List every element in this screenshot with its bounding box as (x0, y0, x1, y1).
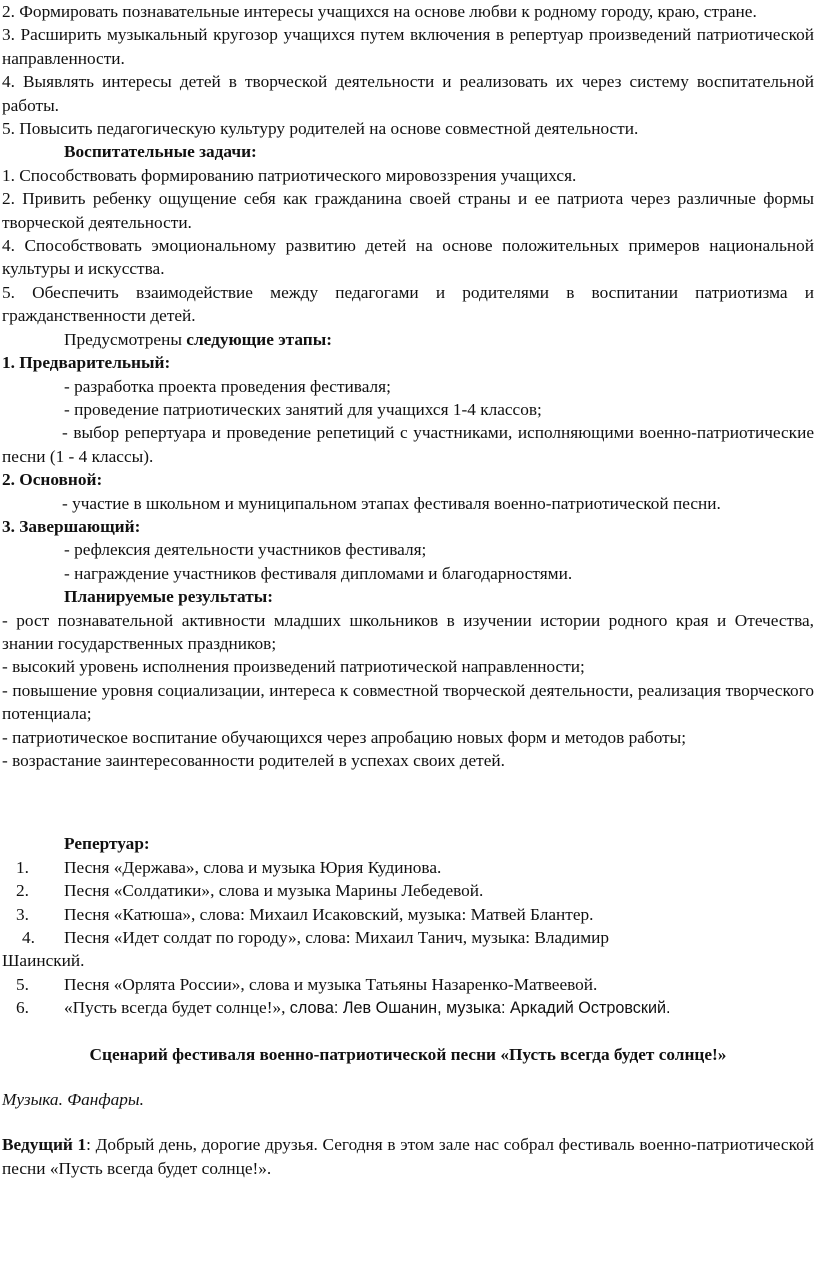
repertoire-item-5 (2, 973, 814, 996)
repertoire-item-2 (2, 879, 814, 902)
goal-4: 4. Выявлять интересы детей в творческой деятельности и реализовать их через систему воспитательной работы. (2, 72, 814, 115)
result-item: - рост познавательной активности младших школьников в изучении истории родного края и Отечества, знании государственных праздников; (2, 610, 814, 653)
goal-3: 3. Расширить музыкальный кругозор учащихся путем включения в репертуар произведений патриотической направленности. (2, 25, 814, 68)
result-item: - возрастание заинтересованности родителей в успехах своих детей. (2, 751, 505, 770)
goal-2: 2. Формировать познавательные интересы учащихся на основе любви к родному городу, краю, стране. (2, 2, 757, 21)
host-label: Ведущий 1 (2, 1135, 87, 1155)
stage-3-item: - награждение участников фестиваля дипломами и благодарностями. (64, 563, 573, 583)
repertoire-text: Песня «Катюша», слова: Михаил Исаковский, музыка: Матвей Блантер. (64, 904, 594, 924)
repertoire-text-cont: Шаинский. (2, 951, 85, 971)
stage-1-item: - проведение патриотических занятий для учащихся 1-4 классов; (64, 399, 542, 419)
repertoire-item-4 (2, 926, 814, 973)
stage-3-title: 3. Завершающий: (2, 516, 141, 536)
repertoire-text-authors: слова: Лев Ошанин, музыка: Аркадий Островский. (289, 999, 671, 1018)
edu-tasks-heading: Воспитательные задачи: (64, 142, 257, 162)
repertoire-number: 5. (16, 974, 29, 994)
stage-2-item: - участие в школьном и муниципальном этапах фестиваля военно-патриотической песни. (62, 493, 721, 513)
spacer (2, 772, 814, 832)
host-line (2, 1133, 814, 1180)
results-heading: Планируемые результаты: (64, 587, 273, 607)
spacer (2, 1021, 814, 1043)
goal-5: 5. Повысить педагогическую культуру родителей на основе совместной деятельности. (2, 119, 639, 139)
stage-1-title: 1. Предварительный: (2, 353, 171, 373)
music-note: Музыка. Фанфары. (2, 1090, 144, 1110)
stage-3-item: - рефлексия деятельности участников фестиваля; (64, 540, 427, 560)
repertoire-text: «Пусть всегда будет солнце!», (64, 998, 290, 1018)
repertoire-text: Песня «Солдатики», слова и музыка Марины Лебедевой. (64, 881, 484, 901)
repertoire-number: 2. (16, 881, 29, 901)
stages-intro-bold: следующие этапы: (186, 329, 332, 349)
repertoire-number: 3. (16, 904, 29, 924)
repertoire-heading: Репертуар: (64, 834, 150, 854)
repertoire-item-1 (2, 856, 814, 879)
stages-intro-text: Предусмотрены (64, 329, 187, 349)
host-text: : Добрый день, дорогие друзья. Сегодня в этом зале нас собрал фестиваль военно-патриотической песни «Пусть всегда будет солнце!». (2, 1135, 814, 1178)
spacer (2, 1066, 814, 1088)
repertoire-text: Песня «Держава», слова и музыка Юрия Кудинова. (64, 857, 442, 877)
result-item: - повышение уровня социализации, интереса к совместной творческой деятельности, реализация творческого потенциала; (2, 680, 814, 724)
stage-1-item: - разработка проекта проведения фестиваля; (64, 376, 391, 396)
scenario-title: Сценарий фестиваля военно-патриотической песни «Пусть всегда будет солнце!» (89, 1044, 727, 1064)
edu-task-1: 1. Способствовать формированию патриотического мировоззрения учащихся. (2, 165, 577, 185)
stage-1-item: - выбор репертуара и проведение репетиций с участниками, исполняющими военно-патриотические песни (1 - 4 классы). (2, 423, 814, 466)
repertoire-number: 4. (22, 928, 35, 948)
repertoire-text: Песня «Орлята России», слова и музыка Татьяны Назаренко-Матвеевой. (64, 974, 598, 994)
repertoire-text: Песня «Идет солдат по городу», слова: Михаил Танич, музыка: Владимир (64, 928, 610, 948)
stages-intro (2, 328, 814, 351)
result-item: - патриотическое воспитание обучающихся через апробацию новых форм и методов работы; (2, 727, 687, 747)
repertoire-number: 1. (16, 857, 29, 877)
repertoire-number: 6. (16, 998, 29, 1018)
stage-2-title: 2. Основной: (2, 470, 103, 490)
spacer (2, 1111, 814, 1133)
result-item: - высокий уровень исполнения произведений патриотической направленности; (2, 657, 585, 677)
edu-task-5: 5. Обеспечить взаимодействие между педагогами и родителями в воспитании патриотизма и гражданственности детей. (2, 282, 814, 326)
edu-task-4: 4. Способствовать эмоциональному развитию детей на основе положительных примеров национальной культуры и искусства. (2, 236, 814, 279)
repertoire-item-3 (2, 903, 814, 926)
repertoire-item-6 (2, 996, 814, 1020)
edu-task-2: 2. Привить ребенку ощущение себя как гражданина своей страны и ее патриота через различные формы творческой деятельности. (2, 189, 814, 232)
